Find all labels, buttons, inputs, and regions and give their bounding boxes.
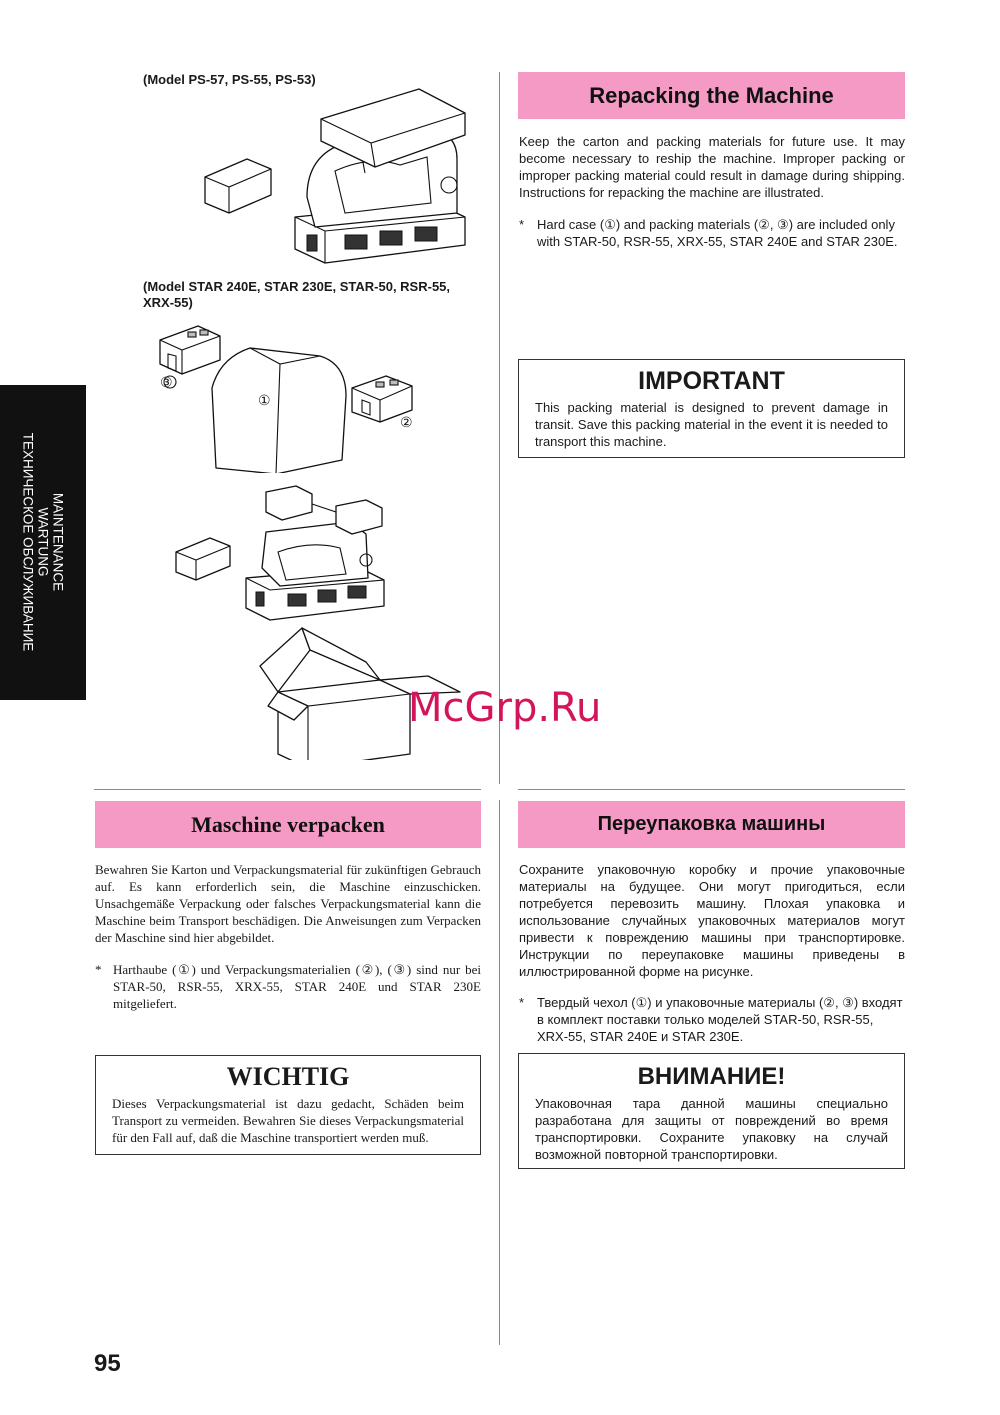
figure-star-machine-with-blocks <box>170 482 400 627</box>
page-number: 95 <box>94 1350 121 1377</box>
russian-note <box>519 994 905 1045</box>
russian-heading: Переупаковка машины <box>518 801 905 848</box>
note-marker: * <box>519 217 525 232</box>
important-title: WICHTIG <box>226 1062 350 1091</box>
watermark-text: McGrp.Ru <box>408 685 602 731</box>
russian-note-text: Твердый чехол (①) и упаковочные материалы (②, ③) входят в комплект поставки только моделей STAR-50, RSR-55, XRX-55, STAR 240E и STAR 230E. <box>537 995 903 1044</box>
english-note <box>519 216 905 250</box>
important-text: Dieses Verpackungsmaterial ist dazu gedacht, Schäden beim Transport zu vermeiden. Bewahren Sie dieses Verpackungsmaterial für den Fall auf, daß die Maschine transportiert werden muß. <box>112 1096 464 1145</box>
callout-3: ③ <box>160 374 173 390</box>
side-tab-label <box>21 392 66 692</box>
hard-case-illustration <box>212 348 346 473</box>
foam-block-illustration <box>205 159 271 213</box>
section-divider-right <box>518 789 905 790</box>
foam-block-illustration-2 <box>176 538 230 580</box>
model-label-star: (Model STAR 240E, STAR 230E, STAR-50, RSR-55, XRX-55) <box>143 279 451 310</box>
german-note <box>95 961 481 1012</box>
english-paragraph: Keep the carton and packing materials for future use. It may become necessary to reship the machine. Improper packing or improper packing material could result in damage during shipping. Instructions for repacking the machine are illustrated. <box>519 134 905 200</box>
russian-important-box <box>518 1053 905 1169</box>
column-divider-top <box>499 72 500 784</box>
english-important-box <box>518 359 905 458</box>
machine-on-base-illustration <box>246 486 384 620</box>
side-tab-line-english: MAINTENANCE <box>50 492 66 592</box>
section-side-tab <box>0 385 86 700</box>
important-text: Упаковочная тара данной машины специально разработана для защиты от повреждений во время транспортировки. Сохраните упаковку на случай возможной повторной транспортировки. <box>535 1096 888 1162</box>
column-divider-bottom <box>499 800 500 1345</box>
figure-ps-machine-packing <box>195 85 485 280</box>
cover-machine-base-illustration <box>295 89 465 263</box>
important-title: ВНИМАНИЕ! <box>637 1063 786 1090</box>
german-note-text: Harthaube (①) und Verpackungsmaterialien (②), (③) sind nur bei STAR-50, RSR-55, XRX-55, STAR 240E und STAR 230E mitgeliefert. <box>113 962 481 1011</box>
note-marker: * <box>95 962 102 977</box>
section-divider-left <box>94 789 481 790</box>
russian-paragraph: Сохраните упаковочную коробку и прочие упаковочные материалы на будущее. Они могут пригодиться, если потребуется перевозить машину. Плохая упаковка и использование случайных упаковочных материалов могут привести к повреждению машины при транспортировке. Инструкции по переупаковке машины приведены в иллюстрированной форме на рисунке. <box>519 862 905 979</box>
important-text: This packing material is designed to prevent damage in transit. Save this packing material in the event it is needed to transport this machine. <box>535 400 888 449</box>
figure-star-hard-case-parts <box>150 318 440 473</box>
german-heading: Maschine verpacken <box>95 801 481 848</box>
packing-material-3-illustration <box>160 326 220 374</box>
german-important-box <box>95 1055 481 1155</box>
side-tab-line-russian: ТЕХНИЧЕСКОЕ ОБСЛУЖИВАНИЕ <box>20 432 36 652</box>
english-heading: Repacking the Machine <box>518 72 905 119</box>
callout-2: ② <box>400 414 413 430</box>
side-tab-line-german: WARTUNG <box>35 507 51 577</box>
german-paragraph: Bewahren Sie Karton und Verpackungsmaterial für zukünftigen Gebrauch auf. Es kann erforderlich sein, die Maschine einzuschicken. Unsachgemäße Verpackung oder falsches Verpackungsmaterial kann die Maschine beim Transport beschädigen. Die Anweisungen zum Verpacken der Maschine sind hier abgebildet. <box>95 862 481 945</box>
english-note-text: Hard case (①) and packing materials (②, ③) are included only with STAR-50, RSR-55, XRX-55, STAR 240E and STAR 230E. <box>537 217 898 249</box>
important-title: IMPORTANT <box>638 367 785 395</box>
model-label-ps: (Model PS-57, PS-55, PS-53) <box>143 72 316 87</box>
note-marker: * <box>519 995 525 1010</box>
callout-1: ① <box>258 392 271 408</box>
